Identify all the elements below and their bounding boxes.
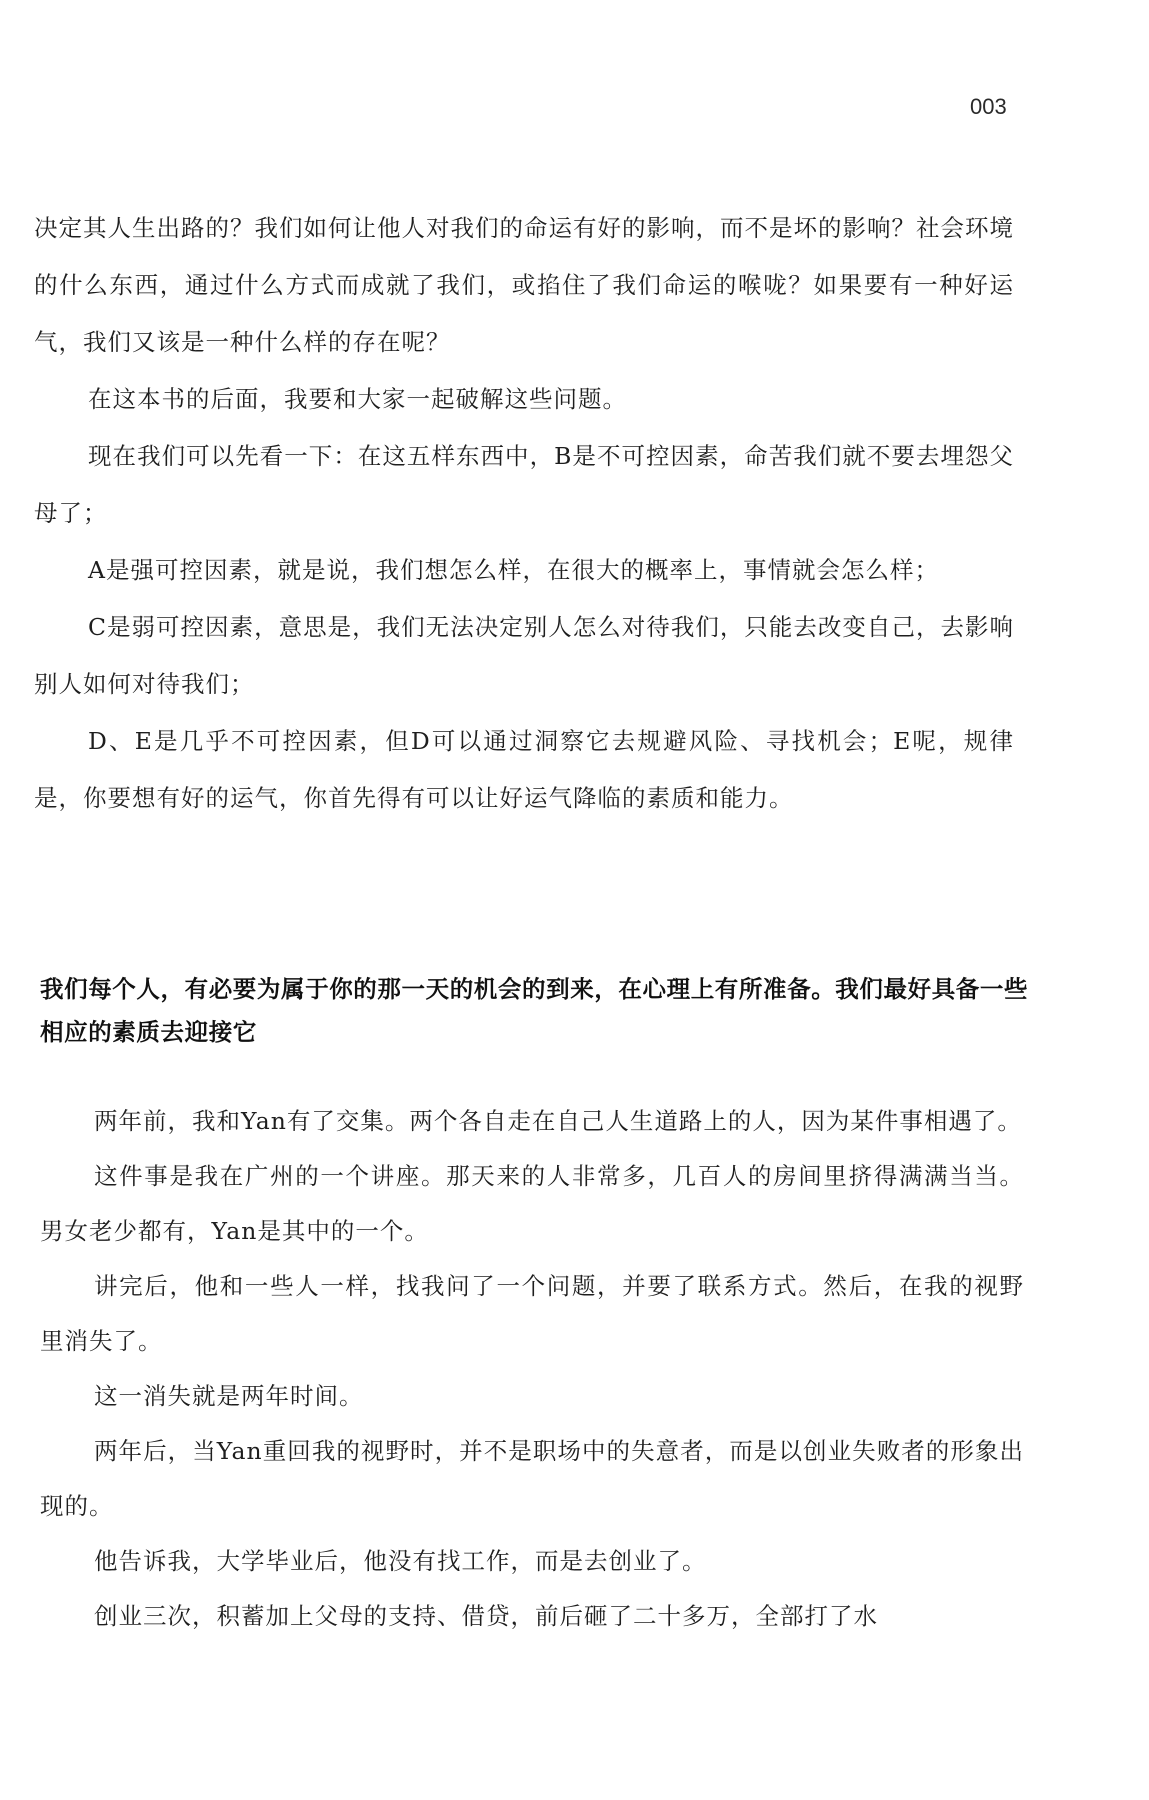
paragraph: 两年后，当Yan重回我的视野时，并不是职场中的失意者，而是以创业失败者的形象出现的。 (40, 1437, 1024, 1520)
paragraph: 他告诉我，大学毕业后，他没有找工作，而是去创业了。 (94, 1547, 707, 1575)
paragraph: 这一消失就是两年时间。 (94, 1382, 364, 1410)
paragraph: 这件事是我在广州的一个讲座。那天来的人非常多，几百人的房间里挤得满满当当。男女老少都有，Yan是其中的一个。 (40, 1162, 1024, 1245)
body-text-top (34, 200, 1014, 827)
paragraph: 现在我们可以先看一下：在这五样东西中，B是不可控因素，命苦我们就不要去埋怨父母了； (34, 442, 1014, 527)
paragraph: C是弱可控因素，意思是，我们无法决定别人怎么对待我们，只能去改变自己，去影响别人如何对待我们； (34, 613, 1014, 698)
paragraph: 创业三次，积蓄加上父母的支持、借贷，前后砸了二十多万，全部打了水 (94, 1602, 878, 1630)
section-heading: 我们每个人，有必要为属于你的那一天的机会的到来，在心理上有所准备。我们最好具备一些相应的素质去迎接它 (40, 975, 1029, 1046)
paragraph: A是强可控因素，就是说，我们想怎么样，在很大的概率上，事情就会怎么样； (88, 556, 939, 584)
page-number: 003 (970, 94, 1007, 119)
paragraph: D、E是几乎不可控因素，但D可以通过洞察它去规避风险、寻找机会；E呢，规律是，你要想有好的运气，你首先得有可以让好运气降临的素质和能力。 (34, 727, 1014, 812)
paragraph: 在这本书的后面，我要和大家一起破解这些问题。 (88, 385, 627, 413)
paragraph: 两年前，我和Yan有了交集。两个各自走在自己人生道路上的人，因为某件事相遇了。 (94, 1107, 1022, 1135)
paragraph: 讲完后，他和一些人一样，找我问了一个问题，并要了联系方式。然后，在我的视野里消失了。 (40, 1272, 1024, 1355)
paragraph: 决定其人生出路的？我们如何让他人对我们的命运有好的影响，而不是坏的影响？社会环境的什么东西，通过什么方式而成就了我们，或掐住了我们命运的喉咙？如果要有一种好运气，我们又该是一种什么样的存在呢？ (34, 214, 1014, 356)
body-text-bottom (40, 1094, 1024, 1644)
